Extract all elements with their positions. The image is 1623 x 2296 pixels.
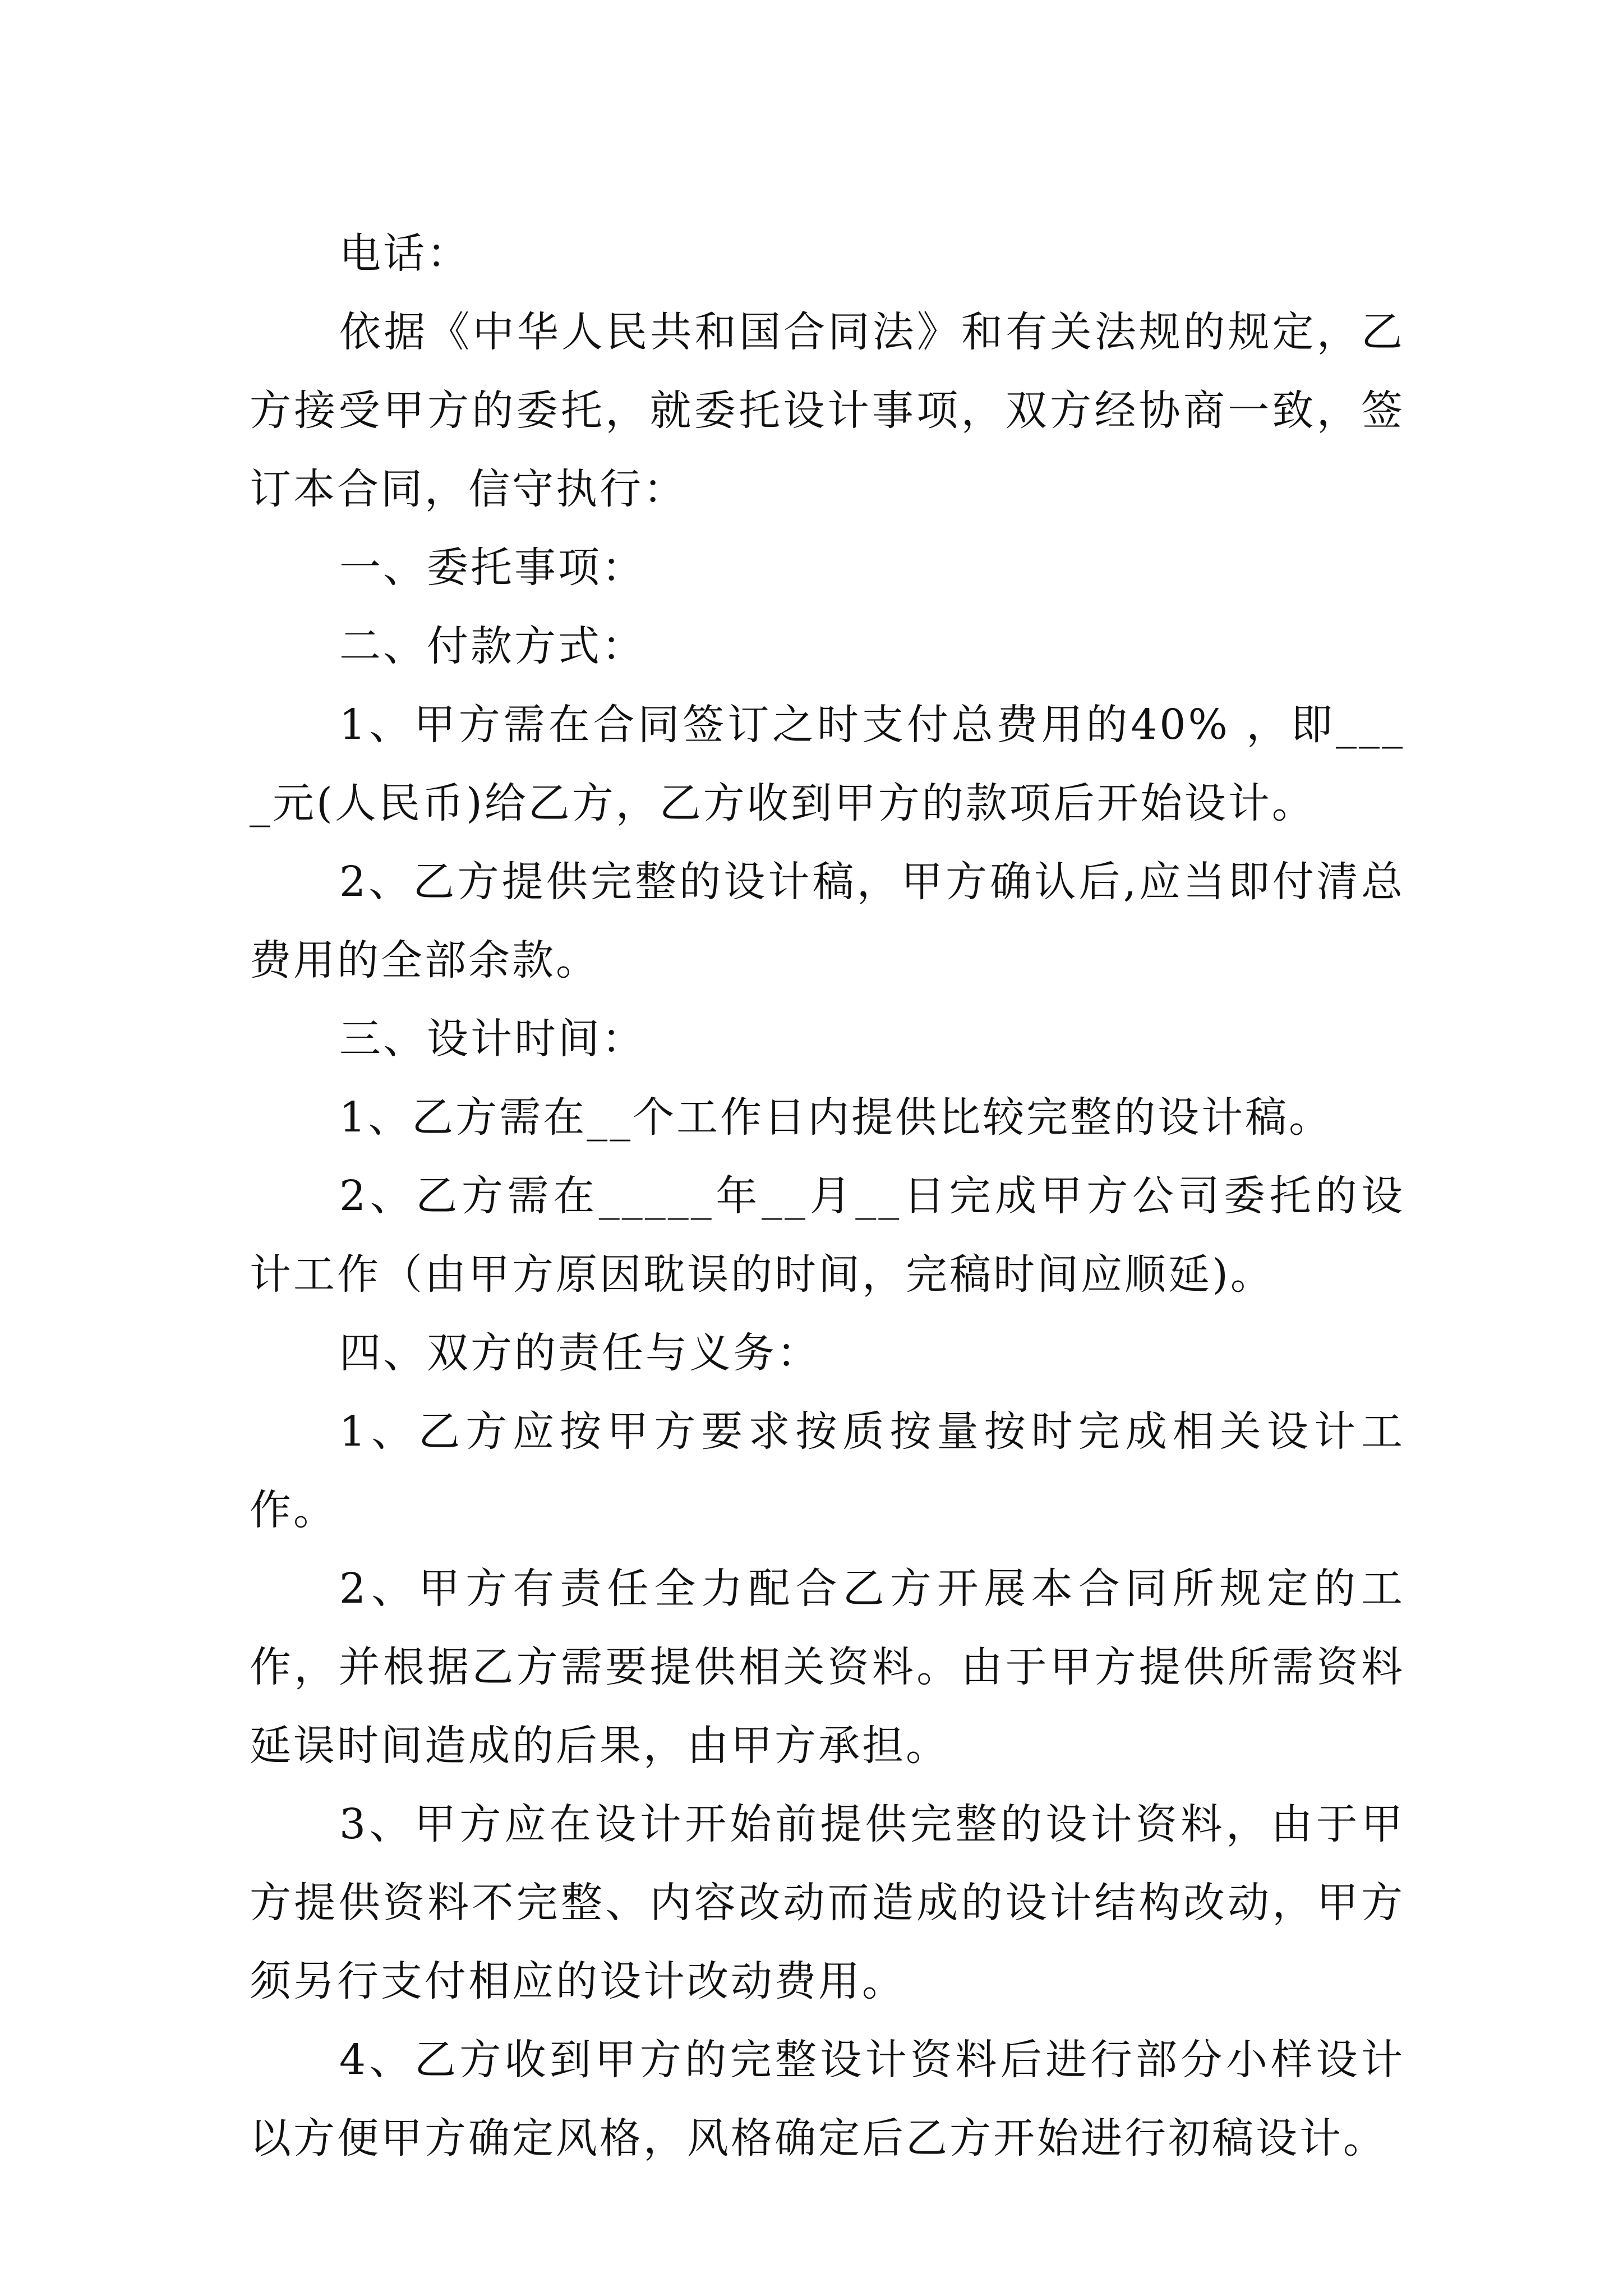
section-heading-design-time: 三、设计时间：	[339, 1015, 645, 1063]
section-heading-payment-method: 二、付款方式：	[339, 622, 645, 670]
payment-clause-1: 1、甲方需在合同签订之时支付总费用的40% ，即____元(人民币)给乙方，乙方收到甲方的款项后开始设计。	[250, 701, 1405, 827]
payment-clause-2: 2、乙方提供完整的设计稿，甲方确认后,应当即付清总费用的全部余款。	[250, 858, 1405, 984]
section-heading-entrusted-matters: 一、委托事项：	[339, 544, 645, 592]
contract-preamble: 依据《中华人民共和国合同法》和有关法规的规定，乙方接受甲方的委托，就委托设计事项，双方经协商一致，签订本合同，信守执行：	[250, 308, 1405, 513]
responsibility-clause-4: 4、乙方收到甲方的完整设计资料后进行部分小样设计以方便甲方确定风格，风格确定后乙方开始进行初稿设计。	[250, 2036, 1405, 2162]
responsibility-clause-1: 1、乙方应按甲方要求按质按量按时完成相关设计工作。	[250, 1407, 1405, 1534]
design-time-clause-2: 2、乙方需在_____年__月__日完成甲方公司委托的设计工作（由甲方原因耽误的时间，完稿时间应顺延)。	[250, 1172, 1405, 1299]
document-body	[250, 214, 1405, 2178]
section-heading-responsibilities: 四、双方的责任与义务：	[339, 1329, 820, 1377]
design-time-clause-1: 1、乙方需在__个工作日内提供比较完整的设计稿。	[339, 1093, 1333, 1142]
responsibility-clause-3: 3、甲方应在设计开始前提供完整的设计资料，由于甲方提供资料不完整、内容改动而造成的设计结构改动，甲方须另行支付相应的设计改动费用。	[250, 1800, 1405, 2005]
responsibility-clause-2: 2、甲方有责任全力配合乙方开展本合同所规定的工作，并根据乙方需要提供相关资料。由于甲方提供所需资料延误时间造成的后果，由甲方承担。	[250, 1565, 1405, 1770]
phone-line: 电话：	[339, 229, 471, 278]
